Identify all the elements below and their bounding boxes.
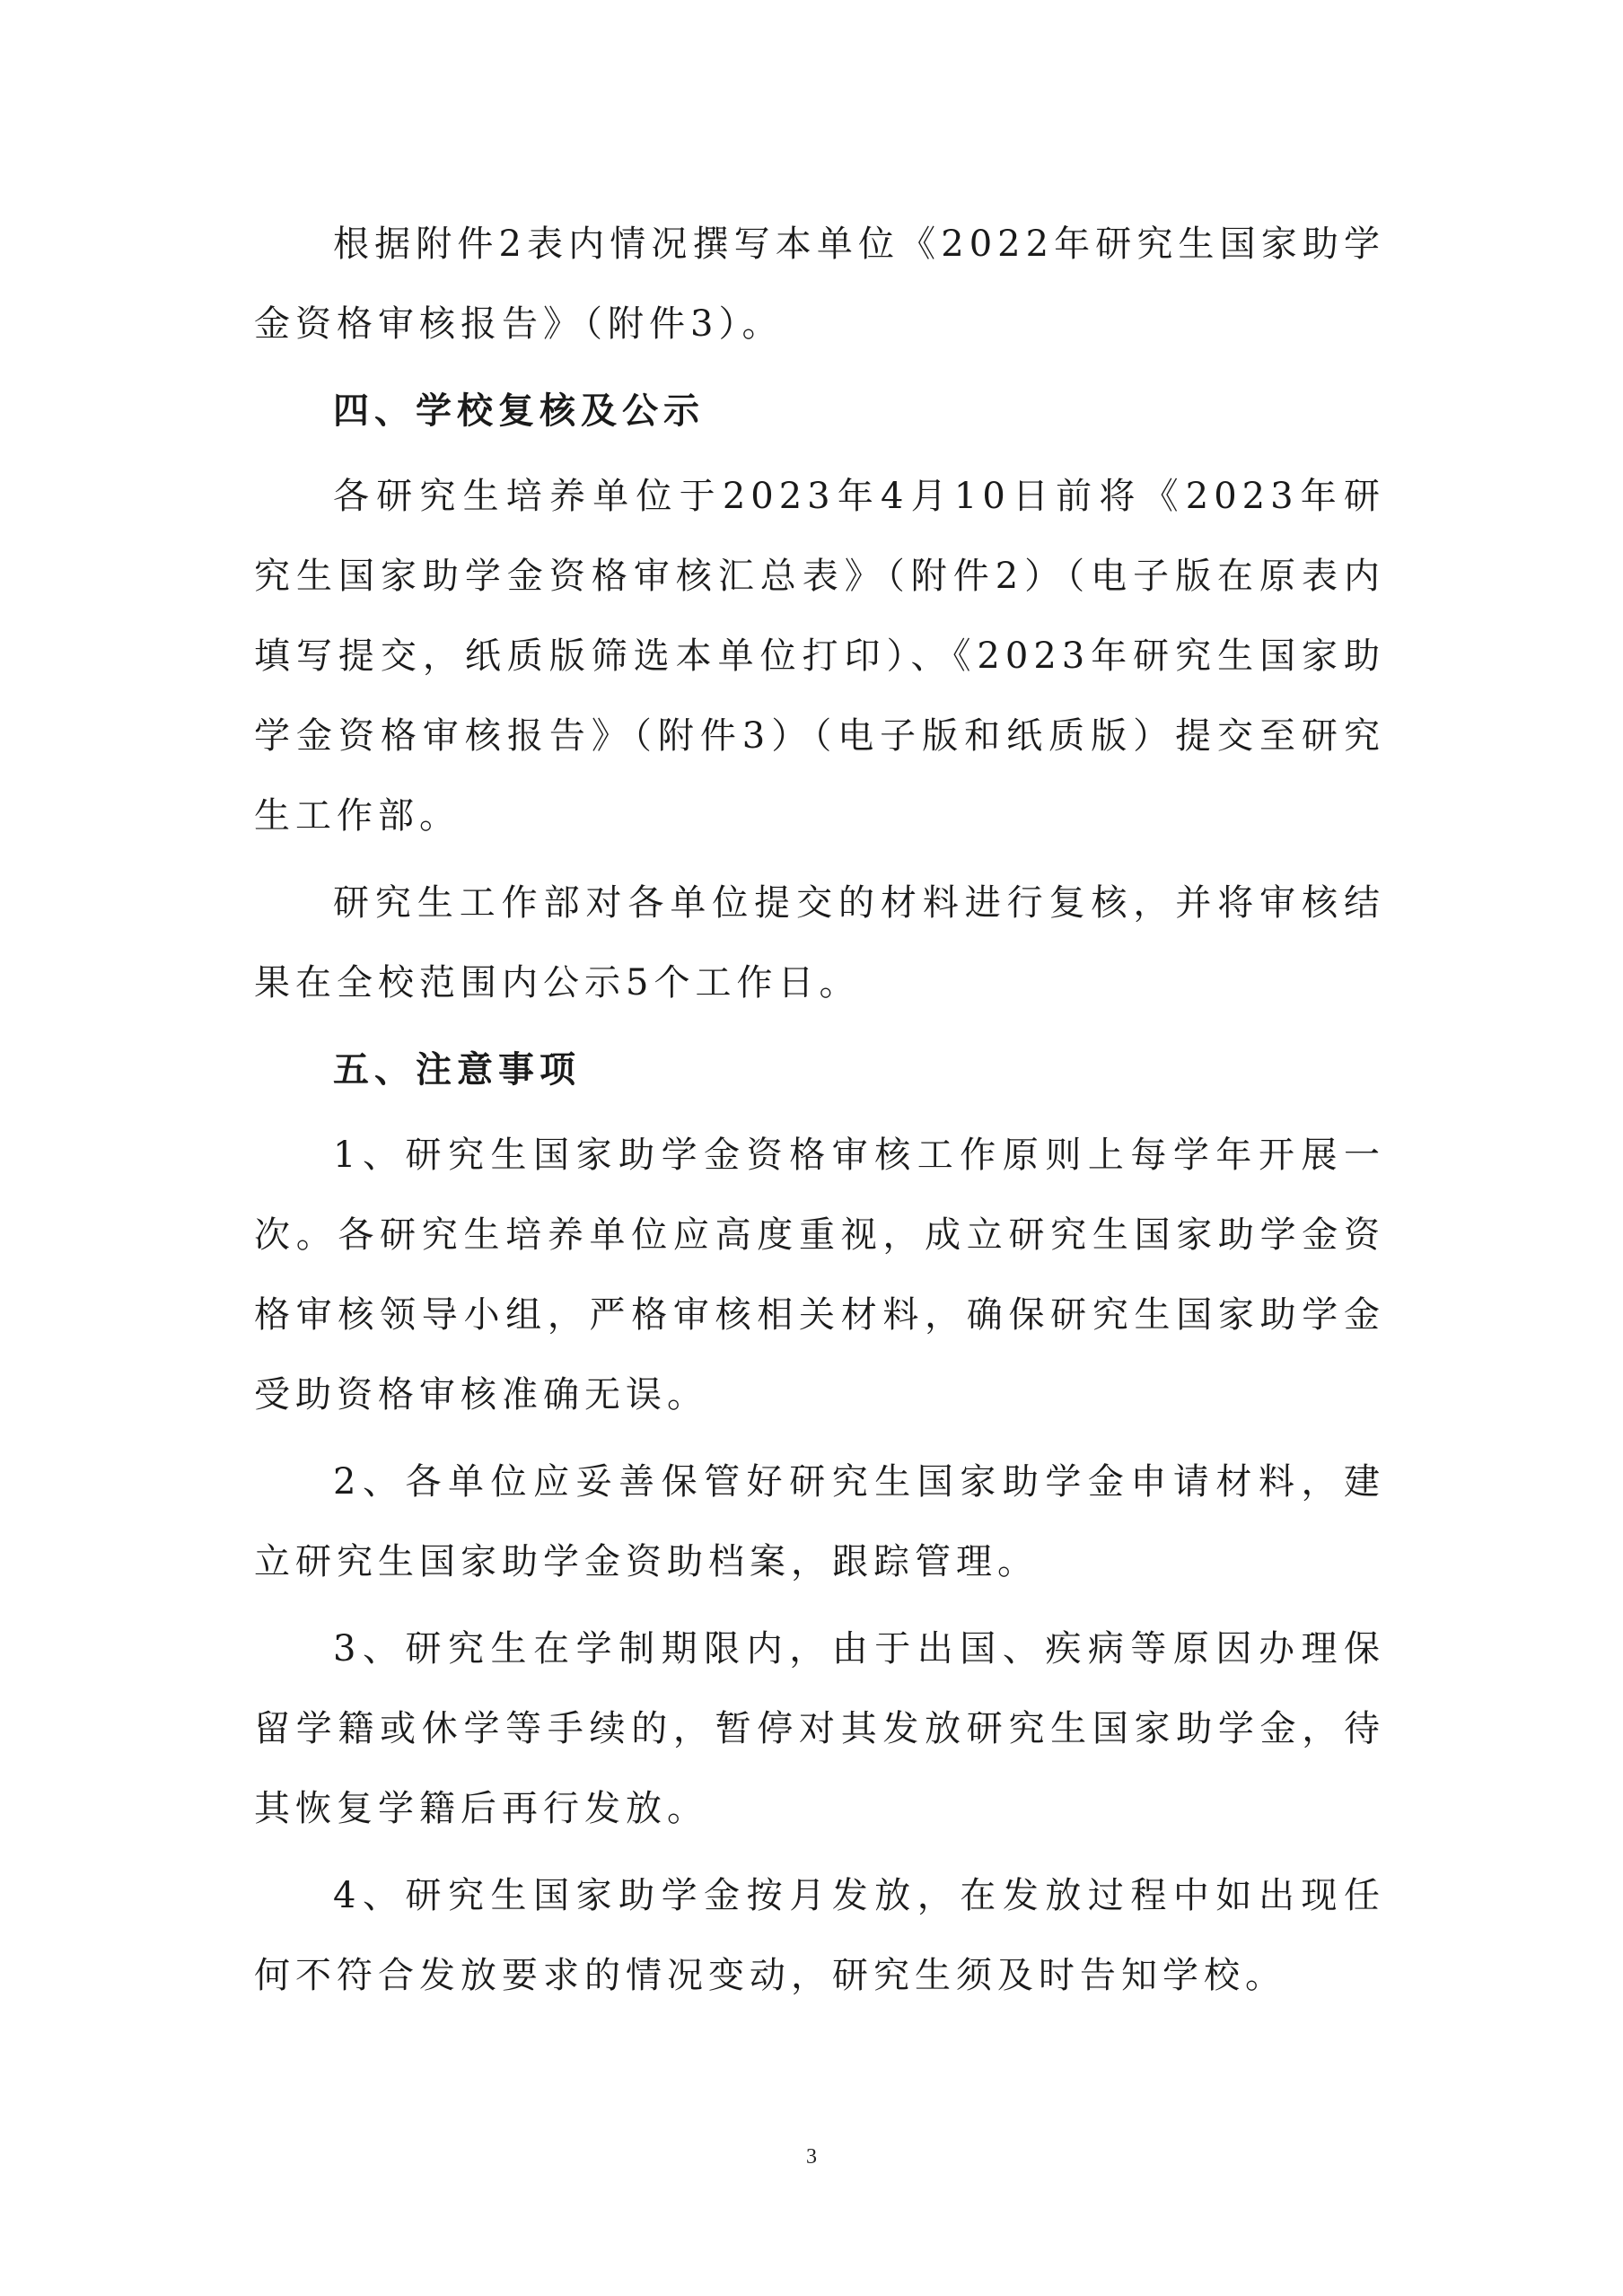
section-heading-school-review: 四、学校复核及公示 bbox=[333, 390, 705, 432]
paragraph-note-1: 1、研究生国家助学金资格审核工作原则上每学年开展一次。各研究生培养单位应高度重视，成立研究生国家助学金资格审核领导小组，严格审核相关材料，确保研究生国家助学金受助资格审核准确无误。 bbox=[254, 1135, 1385, 1415]
section-heading-notes: 五、注意事项 bbox=[333, 1049, 581, 1091]
paragraph-submission-deadline: 各研究生培养单位于2023年4月10日前将《2023年研究生国家助学金资格审核汇总表》（附件2）（电子版在原表内填写提交，纸质版筛选本单位打印）、《2023年研究生国家助学金资格审核报告》（附件3）（电子版和纸质版）提交至研究生工作部。 bbox=[254, 476, 1385, 837]
paragraph-review-publicity: 研究生工作部对各单位提交的材料进行复核，并将审核结果在全校范围内公示5个工作日。 bbox=[254, 882, 1385, 1003]
paragraph-note-3: 3、研究生在学制期限内，由于出国、疾病等原因办理保留学籍或休学等手续的，暂停对其发放研究生国家助学金，待其恢复学籍后再行发放。 bbox=[254, 1628, 1385, 1829]
paragraph-note-4: 4、研究生国家助学金按月发放，在发放过程中如出现任何不符合发放要求的情况变动，研究生须及时告知学校。 bbox=[254, 1875, 1385, 1996]
paragraph-note-2: 2、各单位应妥善保管好研究生国家助学金申请材料，建立研究生国家助学金资助档案，跟踪管理。 bbox=[254, 1461, 1385, 1582]
paragraph-report-writing: 根据附件2表内情况撰写本单位《2022年研究生国家助学金资格审核报告》（附件3）。 bbox=[254, 223, 1385, 345]
page-number: 3 bbox=[806, 2145, 817, 2169]
document-body bbox=[254, 205, 1385, 2016]
